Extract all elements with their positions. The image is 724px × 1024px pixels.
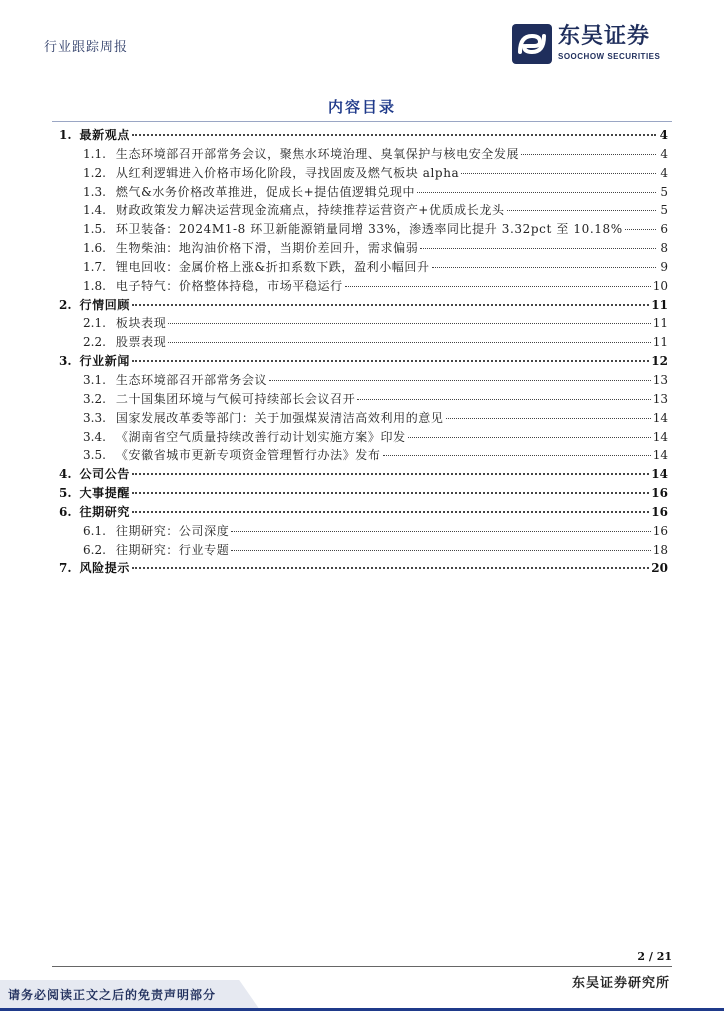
toc-entry[interactable] <box>59 503 668 522</box>
toc-entry-number: 3.2. <box>83 391 106 406</box>
toc-dot-leader <box>417 192 656 193</box>
toc-entry-label: 最新观点 <box>79 128 130 142</box>
table-of-contents <box>59 126 668 578</box>
toc-entry-page: 16 <box>651 486 668 501</box>
toc-entry[interactable] <box>59 484 668 503</box>
toc-entry-label: 风险提示 <box>79 561 130 576</box>
toc-entry-label: 生态环境部召开部常务会议 <box>115 372 268 387</box>
toc-entry-number: 1.5. <box>83 222 106 237</box>
toc-entry-page: 4 <box>659 128 668 142</box>
toc-entry-number: 1.7. <box>83 259 106 274</box>
toc-dot-leader <box>168 342 650 343</box>
toc-entry-label: 《湖南省空气质量持续改善行动计划实施方案》印发 <box>115 429 406 444</box>
toc-dot-leader <box>408 437 651 438</box>
toc-entry-number: 1.3. <box>83 184 106 199</box>
toc-dot-leader <box>132 492 649 494</box>
institute-name: 东吴证券研究所 <box>571 976 670 991</box>
toc-entry-page: 11 <box>652 335 668 350</box>
toc-entry[interactable] <box>59 371 668 390</box>
toc-entry-label: 板块表现 <box>115 316 167 331</box>
toc-dot-leader <box>507 210 656 211</box>
toc-entry[interactable] <box>59 277 668 296</box>
toc-entry-number: 5. <box>59 486 72 501</box>
toc-dot-leader <box>357 399 650 400</box>
toc-entry-label: 锂电回收：金属价格上涨&折扣系数下跌，盈利小幅回升 <box>115 259 430 274</box>
toc-divider <box>52 121 672 122</box>
toc-entry-number: 2.1. <box>83 316 106 331</box>
toc-title: 内容目录 <box>327 98 396 116</box>
toc-dot-leader <box>461 173 656 174</box>
toc-entry-page: 13 <box>652 391 668 406</box>
toc-entry-number: 3.3. <box>83 410 106 425</box>
company-logo <box>512 24 672 72</box>
toc-entry-page: 4 <box>660 165 668 180</box>
toc-entry[interactable] <box>59 428 668 447</box>
toc-entry-number: 3. <box>59 354 72 369</box>
toc-entry-number: 1.2. <box>83 165 106 180</box>
toc-dot-leader <box>132 567 649 569</box>
toc-entry-label: 往期研究：行业专题 <box>115 542 230 557</box>
toc-entry[interactable] <box>59 220 668 239</box>
toc-entry[interactable] <box>59 239 668 258</box>
toc-entry-number: 4. <box>59 467 72 482</box>
toc-entry-page: 20 <box>651 561 668 576</box>
toc-entry-page: 14 <box>652 448 668 463</box>
toc-entry-label: 《安徽省城市更新专项资金管理暂行办法》发布 <box>115 448 381 463</box>
toc-dot-leader <box>132 511 649 513</box>
toc-entry-label: 电子特气：价格整体持稳，市场平稳运行 <box>115 278 343 293</box>
toc-entry-label: 大事提醒 <box>79 486 130 501</box>
toc-entry-label: 环卫装备：2024M1-8 环卫新能源销量同增 33%，渗透率同比提升 3.32pct 至 10.18% <box>115 222 623 237</box>
toc-entry-page: 12 <box>651 354 668 369</box>
toc-dot-leader <box>231 550 650 551</box>
footer-divider <box>52 966 672 967</box>
toc-entry[interactable] <box>59 164 668 183</box>
toc-dot-leader <box>521 154 656 155</box>
toc-entry-number: 2.2. <box>83 335 106 350</box>
toc-entry-label: 公司公告 <box>79 467 130 482</box>
footer-bar <box>0 980 724 1010</box>
toc-dot-leader <box>132 360 649 362</box>
toc-entry-page: 9 <box>660 259 668 274</box>
toc-entry-number: 3.4. <box>83 429 106 444</box>
toc-entry-page: 18 <box>652 542 668 557</box>
page-indicator: 2 / 21 <box>637 950 672 963</box>
toc-entry-page: 14 <box>652 429 668 444</box>
toc-dot-leader <box>446 418 651 419</box>
toc-entry-label: 往期研究：公司深度 <box>115 523 230 538</box>
toc-entry[interactable] <box>59 409 668 428</box>
toc-entry-label: 燃气&水务价格改革推进，促成长+提估值逻辑兑现中 <box>115 184 416 199</box>
toc-entry-label: 行情回顾 <box>79 297 130 312</box>
toc-entry-number: 3.1. <box>83 372 106 387</box>
toc-entry-number: 1.6. <box>83 241 106 256</box>
toc-entry-number: 1. <box>59 128 72 142</box>
logo-name-cn: 东吴证券 <box>558 24 651 49</box>
toc-dot-leader <box>168 323 650 324</box>
toc-entry-page: 5 <box>660 184 668 199</box>
toc-entry[interactable] <box>59 352 668 371</box>
toc-entry-page: 16 <box>652 523 668 538</box>
toc-entry-number: 6.2. <box>83 542 106 557</box>
toc-entry-label: 从红利逻辑进入价格市场化阶段，寻找固废及燃气板块 alpha <box>115 165 460 180</box>
toc-entry[interactable] <box>59 522 668 541</box>
toc-dot-leader <box>420 248 656 249</box>
toc-entry-label: 行业新闻 <box>79 354 130 369</box>
toc-entry-page: 6 <box>660 222 668 237</box>
toc-entry[interactable] <box>59 145 668 164</box>
toc-entry-page: 4 <box>660 146 668 161</box>
toc-entry-number: 1.8. <box>83 278 106 293</box>
toc-entry-page: 13 <box>652 372 668 387</box>
toc-dot-leader <box>345 286 651 287</box>
toc-entry[interactable] <box>59 333 668 352</box>
logo-name-en: SOOCHOW SECURITIES <box>558 52 661 61</box>
toc-entry-number: 7. <box>59 561 72 576</box>
disclaimer-text: 请务必阅读正文之后的免责声明部分 <box>8 988 217 1002</box>
toc-entry[interactable] <box>59 314 668 333</box>
toc-entry[interactable] <box>59 559 668 578</box>
toc-entry[interactable] <box>59 465 668 484</box>
toc-entry-page: 14 <box>651 467 668 482</box>
footer-accent-line <box>0 1008 724 1011</box>
toc-entry[interactable] <box>59 126 668 145</box>
toc-dot-leader <box>432 267 656 268</box>
toc-entry-page: 11 <box>652 316 668 331</box>
toc-entry-label: 往期研究 <box>79 504 130 519</box>
toc-entry[interactable] <box>59 296 668 315</box>
toc-entry-page: 16 <box>651 504 668 519</box>
soochow-logo-icon <box>512 24 552 64</box>
toc-entry-page: 5 <box>660 203 668 218</box>
toc-entry[interactable] <box>59 183 668 202</box>
toc-entry-label: 生物柴油：地沟油价格下滑，当期价差回升，需求偏弱 <box>115 241 419 256</box>
toc-dot-leader <box>132 304 649 306</box>
toc-entry[interactable] <box>59 541 668 560</box>
toc-entry-label: 财政政策发力解决运营现金流痛点，持续推荐运营资产+优质成长龙头 <box>115 203 505 218</box>
toc-dot-leader <box>132 134 656 136</box>
toc-entry[interactable] <box>59 390 668 409</box>
toc-dot-leader <box>625 229 656 230</box>
toc-entry-page: 10 <box>652 278 668 293</box>
toc-dot-leader <box>269 380 651 381</box>
toc-entry-number: 6.1. <box>83 523 106 538</box>
toc-entry-label: 二十国集团环境与气候可持续部长会议召开 <box>115 391 356 406</box>
toc-entry-page: 11 <box>651 297 668 312</box>
toc-entry-label: 股票表现 <box>115 335 167 350</box>
toc-entry-number: 2. <box>59 297 72 312</box>
toc-entry-number: 6. <box>59 504 72 519</box>
toc-entry-page: 8 <box>660 241 668 256</box>
toc-entry-label: 国家发展改革委等部门：关于加强煤炭清洁高效利用的意见 <box>115 410 444 425</box>
toc-dot-leader <box>132 473 649 475</box>
toc-entry[interactable] <box>59 446 668 465</box>
toc-entry[interactable] <box>59 258 668 277</box>
toc-entry-number: 1.1. <box>83 146 106 161</box>
toc-entry-label: 生态环境部召开部常务会议，聚焦水环境治理、臭氧保护与核电安全发展 <box>115 146 520 161</box>
toc-entry[interactable] <box>59 201 668 220</box>
toc-entry-number: 1.4. <box>83 203 106 218</box>
toc-entry-page: 14 <box>652 410 668 425</box>
toc-dot-leader <box>383 455 651 456</box>
toc-entry-number: 3.5. <box>83 448 106 463</box>
report-type-label: 行业跟踪周报 <box>44 40 129 55</box>
toc-dot-leader <box>231 531 650 532</box>
